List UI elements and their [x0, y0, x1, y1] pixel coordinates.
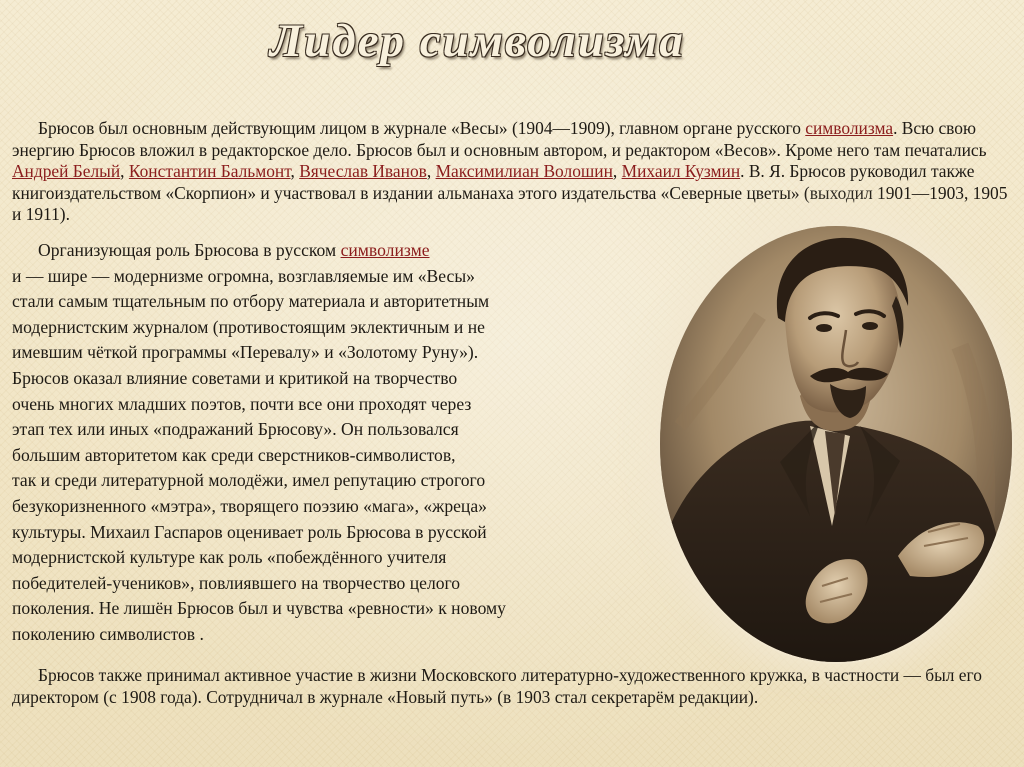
slide-title: Лидер символизма — [270, 15, 685, 67]
text-line: стали самым тщательным по отбору материала и авторитетным — [12, 291, 490, 312]
paragraph-journal-vesy — [12, 118, 1012, 226]
paragraph-organizing-role — [12, 238, 624, 648]
link-konstantin-balmont[interactable]: Константин Бальмонт — [128, 161, 291, 181]
text-line: модернистской культуре как роль «побеждённого учителя — [12, 547, 447, 568]
text-line: поколения. Не лишён Брюсов был и чувства «ревности» к новому — [12, 598, 506, 619]
text-line: так и среди литературной молодёжи, имел репутацию строгого — [12, 470, 486, 491]
link-maximilian-voloshin[interactable]: Максимилиан Волошин — [435, 161, 613, 181]
link-vyacheslav-ivanov[interactable]: Вячеслав Иванов — [299, 161, 427, 181]
paragraph-text: Организующая роль Брюсова в русском — [38, 240, 341, 260]
link-mikhail-kuzmin[interactable]: Михаил Кузмин — [621, 161, 741, 181]
link-andrei-bely[interactable]: Андрей Белый — [12, 161, 121, 181]
paragraph-text: Брюсов был основным действующим лицом в журнале «Весы» (1904—1909), главном органе русского — [38, 118, 806, 138]
text-line: безукоризненного «мэтра», творящего поэзию «мага», «жреца» — [12, 495, 487, 516]
text-line: культуры. Михаил Гаспаров оценивает роль Брюсова в русской — [12, 521, 487, 542]
text-line: имевшим чёткой программы «Перевалу» и «Золотому Руну»). — [12, 342, 479, 363]
portrait-bryusov — [660, 226, 1012, 662]
text-line: модернистским журналом (противостоящим эклектичным и не — [12, 316, 485, 337]
paragraph-text: . В. Я. Брюсов руководил также книгоиздательством «Скорпион» и участвовал в издании альманаха этого издательства «Северные цветы» (выходил 1901—1903, 1905 и 1911). — [12, 161, 1008, 224]
paragraph-text: . Всю свою энергию Брюсов вложил в редакторское дело. Брюсов был и основным автором, и редактором «Весов». Кроме него там печатались — [12, 118, 987, 160]
text-line: Брюсов оказал влияние советами и критикой на творчество — [12, 367, 458, 388]
link-symbolism-2[interactable]: символизме — [340, 240, 430, 260]
paragraph-literary-circle: Брюсов также принимал активное участие в жизни Московского литературно-художественного кружка, в частности — был его директором (с 1908 года). Сотрудничал в журнале «Новый путь» (в 1903 стал секретарём редакции). — [12, 665, 982, 707]
paragraph-text: , — [612, 161, 622, 181]
text-line: и — шире — модернизме огромна, возглавляемые им «Весы» — [12, 265, 475, 286]
text-line: большим авторитетом как среди сверстников-символистов, — [12, 444, 456, 465]
text-line: этап тех или иных «подражаний Брюсову». Он пользовался — [12, 419, 459, 440]
paragraph-text: , — [426, 161, 436, 181]
paragraph-text: , — [290, 161, 300, 181]
paragraph-text: , — [120, 161, 129, 181]
text-line — [12, 238, 624, 264]
portrait-drawing — [660, 226, 1012, 662]
text-line: очень многих младших поэтов, почти все они проходят через — [12, 393, 472, 414]
link-symbolism[interactable]: символизма — [805, 118, 894, 138]
text-line: победителей-учеников», повлиявшего на творчество целого — [12, 572, 461, 593]
text-line: поколению символистов . — [12, 623, 204, 644]
